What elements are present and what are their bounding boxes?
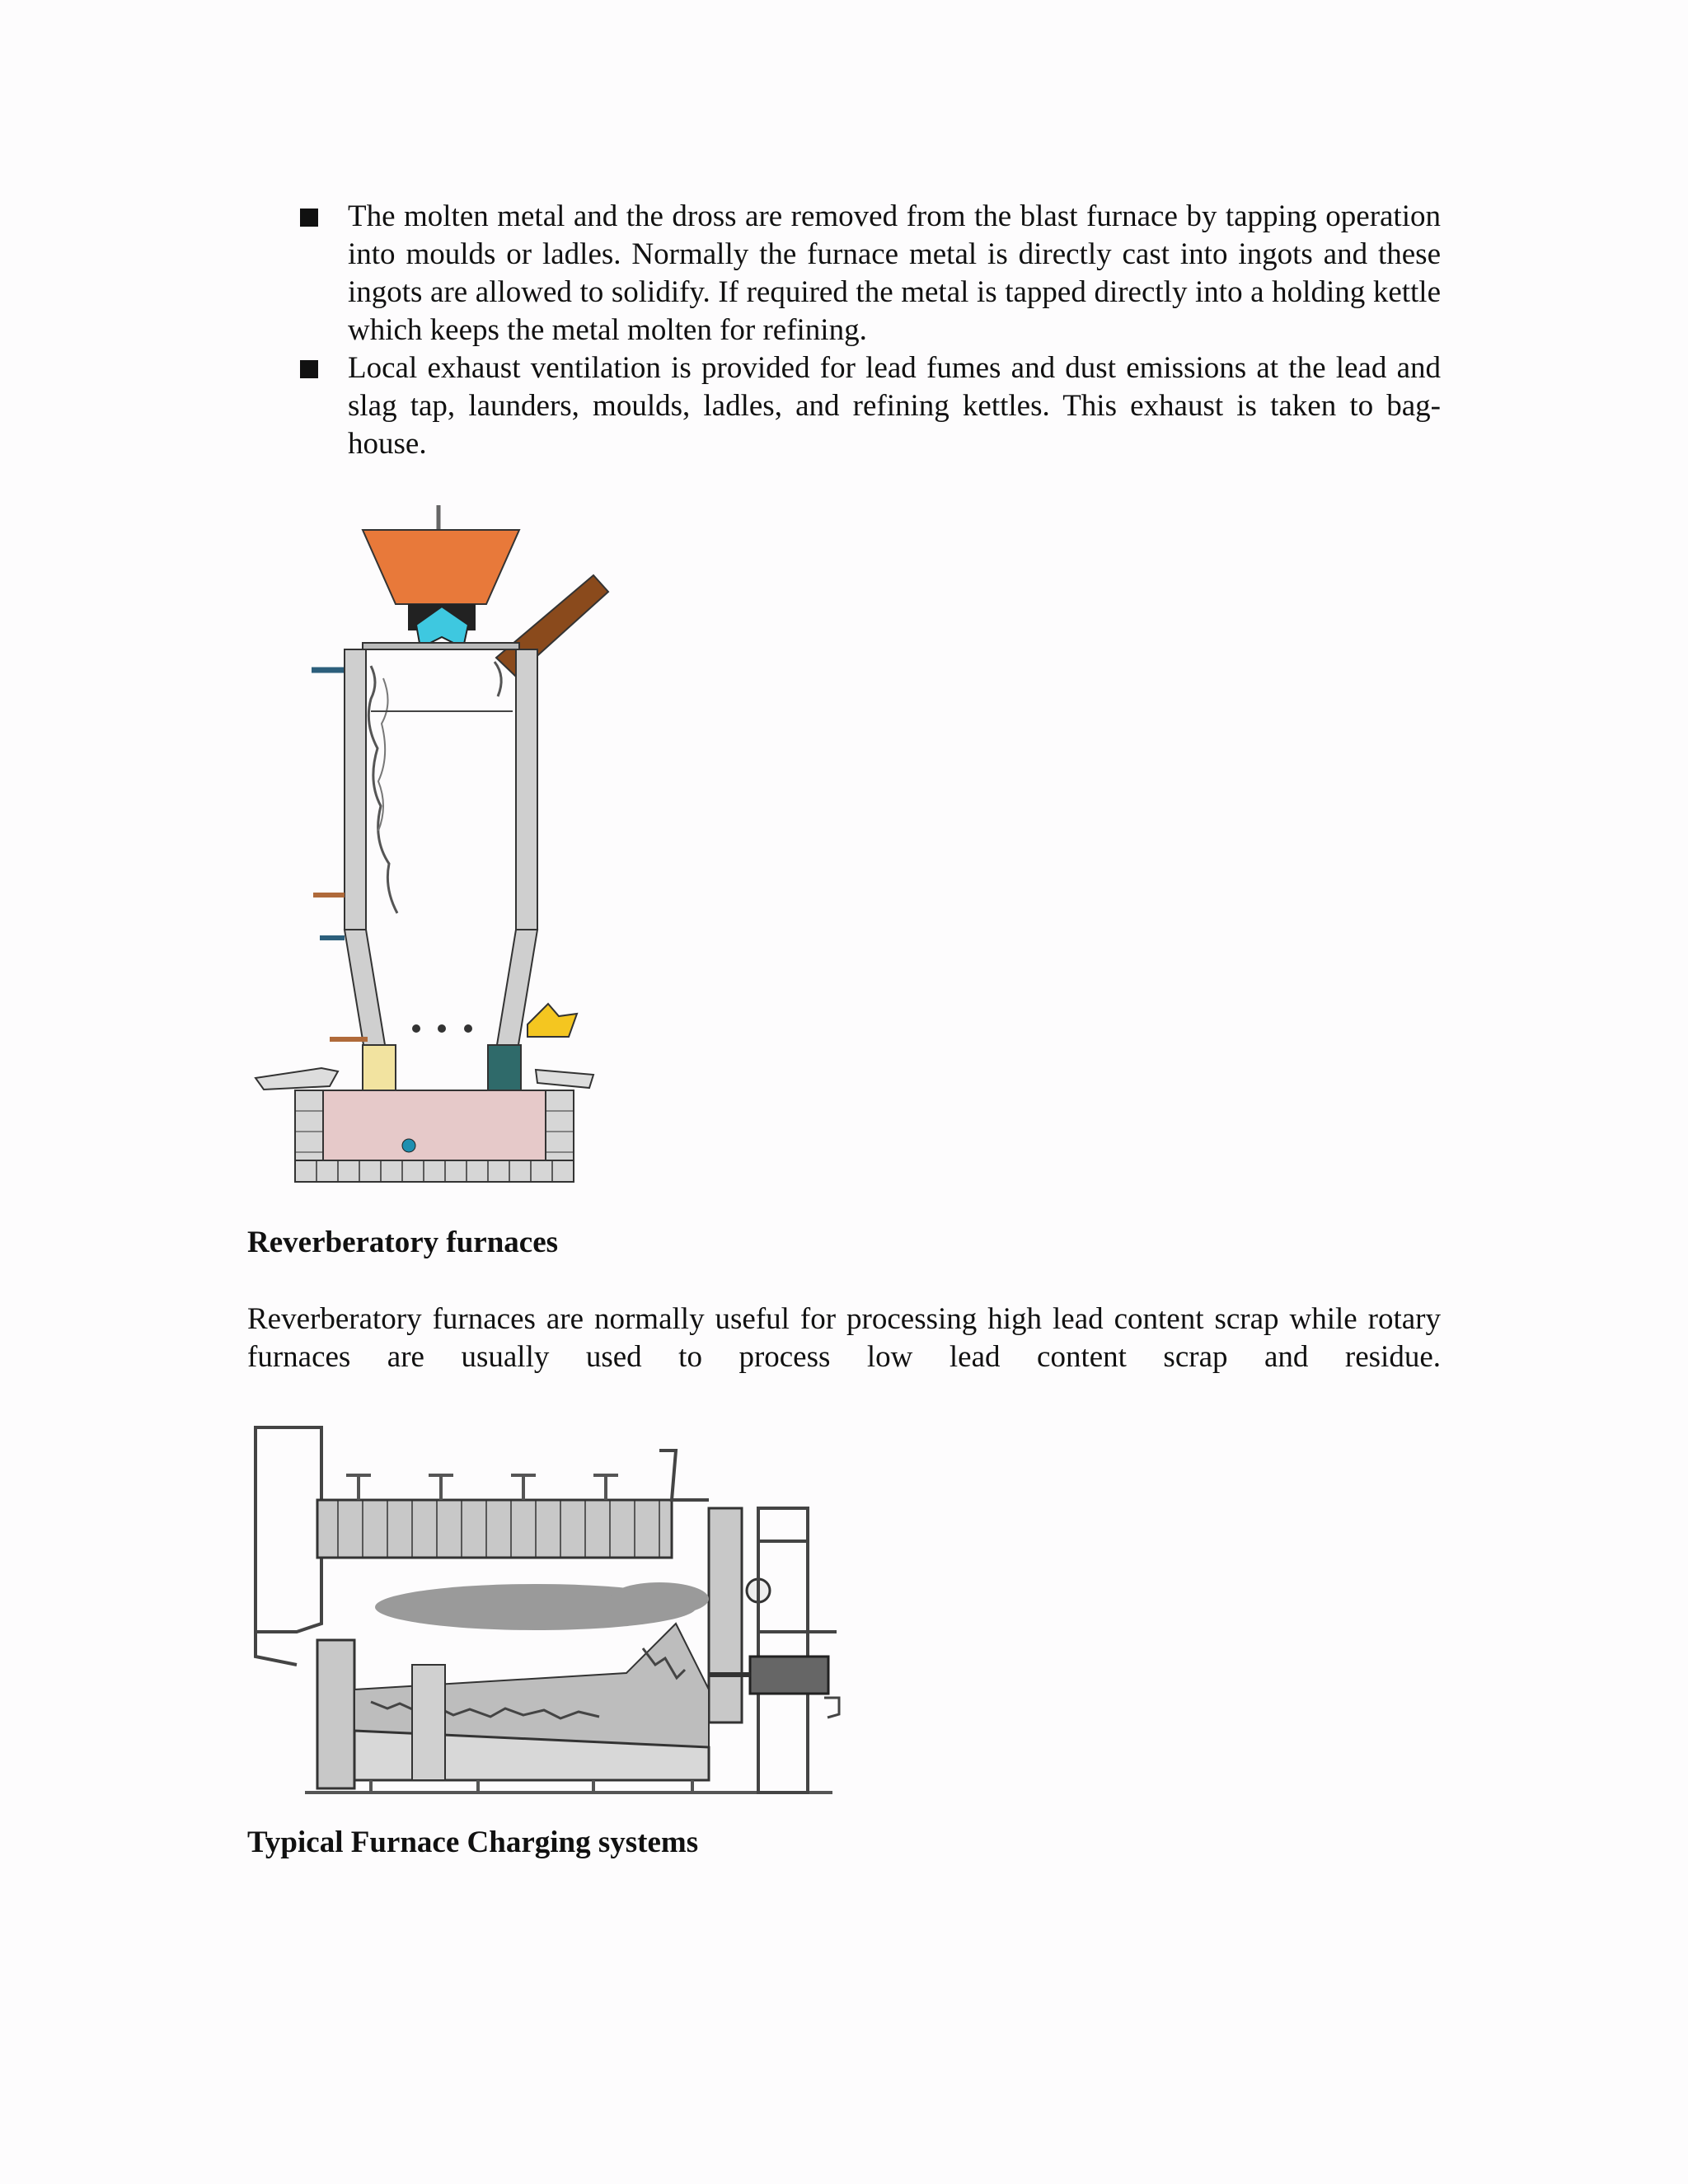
scrap-charge — [354, 1624, 709, 1747]
furnace-hopper — [363, 530, 519, 604]
section-heading-charging: Typical Furnace Charging systems — [247, 1825, 699, 1859]
charging-chute — [496, 575, 608, 676]
tuyere-block-left — [363, 1045, 396, 1094]
reverberatory-furnace-diagram — [247, 1418, 849, 1821]
furnace-hearth — [323, 1090, 546, 1160]
list-item — [247, 349, 1441, 463]
bullet-square-icon — [300, 209, 318, 227]
bullet-list — [247, 198, 1441, 463]
bullet-text: Local exhaust ventilation is provided for lead fumes and dust emissions at the lead and slag tap, launders, moulds, ladles, and refining kettles. This exhaust is taken to bag-house. — [348, 351, 1441, 461]
bullet-square-icon — [300, 360, 318, 378]
bullet-text: The molten metal and the dross are removed from the blast furnace by tapping operation into moulds or ladles. Normally the furnace metal is directly cast into ingots and these ingots are allowed to solidify. If required the metal is tapped directly into a holding kettle which keeps the metal molten for refining. — [348, 199, 1441, 347]
section-heading-reverberatory: Reverberatory furnaces — [247, 1226, 559, 1259]
blast-furnace-diagram — [247, 501, 626, 1185]
charging-ram — [750, 1657, 828, 1694]
list-item — [247, 198, 1441, 349]
tuyere-block-right — [488, 1045, 521, 1094]
reverberatory-paragraph: Reverberatory furnaces are normally useful for processing high lead content scrap while rotary furnaces are usually used to process low lead content scrap and residue. — [247, 1302, 1441, 1374]
furnace-roof — [317, 1500, 672, 1558]
